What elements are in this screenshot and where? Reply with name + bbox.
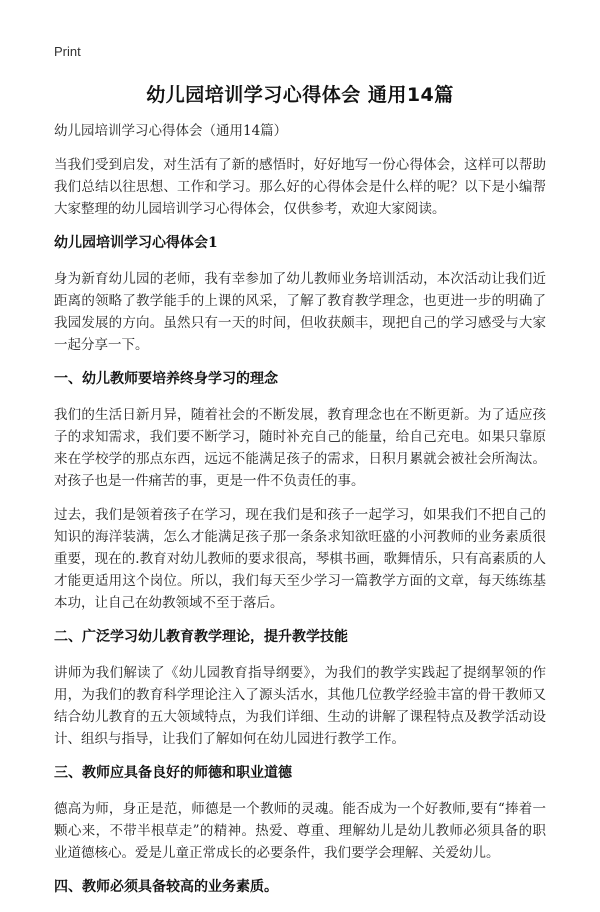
paragraph-teacher-ethics: 德高为师，身正是范，师德是一个教师的灵魂。能否成为一个好教师,要有“捧着一颗心来，不带半根草走”的精神。热爱、尊重、理解幼儿是幼儿教师必须具备的职业道德核心。爱是儿童正常成长的必要条件，我们要学会理解、关爱幼儿。: [54, 801, 546, 861]
article-subtitle: 幼儿园培训学习心得体会（通用14篇）: [54, 123, 288, 139]
paragraph-lifelong-learning-2: 过去，我们是领着孩子在学习，现在我们是和孩子一起学习，如果我们不把自己的知识的海洋装满，怎么才能满足孩子那一条条求知欲旺盛的小河教师的业务素质很重要，现在的.教育对幼儿教师的要求很高，琴棋书画，歌舞情乐，只有高素质的人才能更适用这个岗位。所以，我们每天至少学习一篇教学方面的文章，每天练练基本功，让自己在幼教领域不至于落后。: [54, 507, 546, 611]
paragraph-teaching-theory: 讲师为我们解读了《幼儿园教育指导纲要》，为我们的教学实践起了提纲挈领的作用，为我们的教育科学理论注入了源头活水，其他几位教学经验丰富的骨干教师又结合幼儿教育的五大领域特点，为我们详细、生动的讲解了课程特点及教学活动设计、组织与指导，让我们了解如何在幼儿园进行教学工作。: [54, 665, 546, 747]
paragraph-lifelong-learning-1: 我们的生活日新月异，随着社会的不断发展，教育理念也在不断更新。为了适应孩子的求知需求，我们要不断学习，随时补充自己的能量，给自己充电。如果只靠原来在学校学的那点东西，远远不能满足孩子的需求，日积月累就会被社会所淘汰。对孩子也是一件痛苦的事，更是一件不负责任的事。: [54, 407, 546, 489]
article-body: [54, 114, 546, 912]
intro-paragraph: 当我们受到启发，对生活有了新的感悟时，好好地写一份心得体会，这样可以帮助我们总结以往思想、工作和学习。那么好的心得体会是什么样的呢？以下是小编帮大家整理的幼儿园培训学习心得体会，仅供参考，欢迎大家阅读。: [54, 157, 546, 217]
heading-teacher-ethics: 三、教师应具备良好的师德和职业道德: [54, 765, 292, 781]
heading-professional-quality: 四、教师必须具备较高的业务素质。: [54, 879, 278, 895]
heading-lifelong-learning: 一、幼儿教师要培养终身学习的理念: [54, 371, 278, 387]
heading-teaching-theory: 二、广泛学习幼儿教育教学理论，提升教学技能: [54, 629, 348, 645]
section-1-title: 幼儿园培训学习心得体会1: [54, 235, 218, 251]
print-link[interactable]: Print: [54, 44, 81, 59]
section-1-paragraph: 身为新育幼儿园的老师，我有幸参加了幼儿教师业务培训活动，本次活动让我们近距离的领略了教学能手的上课的风采，了解了教育教学理念，也更进一步的明确了我园发展的方向。虽然只有一天的时间，但收获颇丰，现把自己的学习感受与大家一起分享一下。: [54, 271, 546, 353]
page-title: 幼儿园培训学习心得体会 通用14篇: [146, 84, 454, 106]
